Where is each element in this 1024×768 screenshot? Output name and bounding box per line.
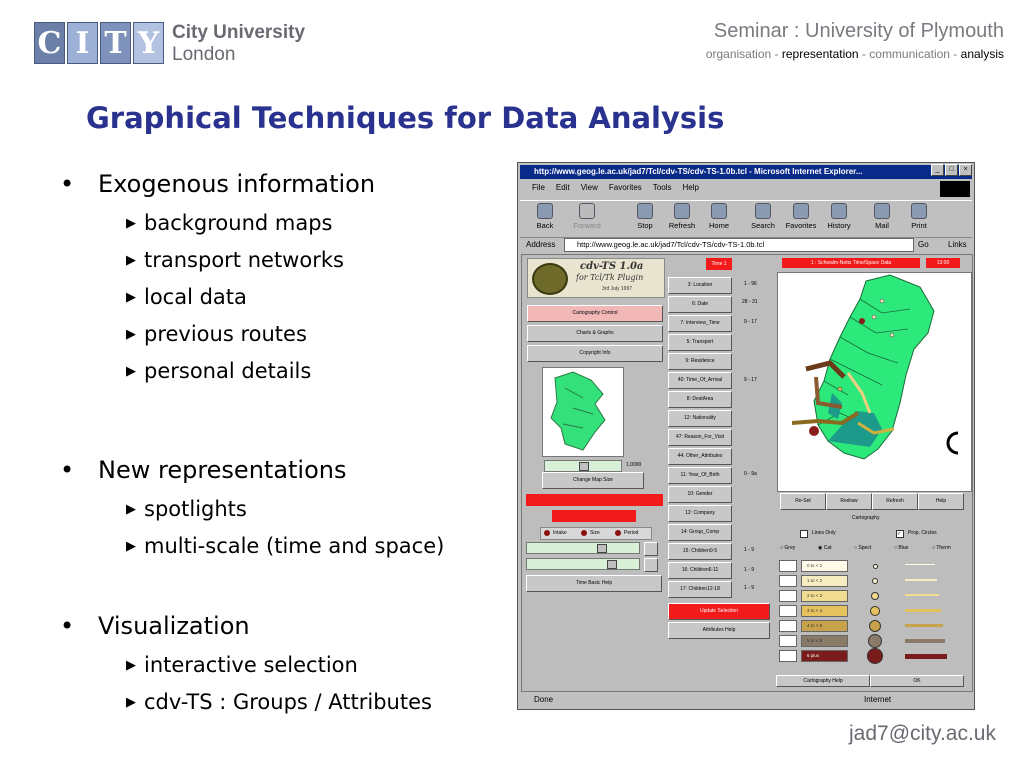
legend-swatch[interactable] bbox=[779, 620, 797, 632]
map-time-bar: 13:00 bbox=[926, 258, 960, 268]
triangle-right-icon: ▶ bbox=[126, 327, 136, 342]
slider-knob[interactable] bbox=[597, 544, 607, 553]
charts-graphs-button[interactable]: Charts & Graphs bbox=[527, 325, 663, 342]
time-label-bar: Time 1 bbox=[706, 258, 732, 270]
bullet-dot-icon: • bbox=[60, 456, 75, 484]
address-bar bbox=[520, 238, 972, 252]
legend-swatch[interactable] bbox=[779, 590, 797, 602]
menu-file[interactable]: File bbox=[532, 183, 545, 192]
sub-bullet-text: transport networks bbox=[144, 248, 344, 272]
maximize-icon[interactable]: □ bbox=[945, 164, 958, 176]
sub-bullet bbox=[126, 322, 307, 346]
legend-class-label: 5 to < 6 bbox=[801, 635, 848, 647]
nav-communication: communication bbox=[869, 47, 950, 61]
logo-letter-i: I bbox=[67, 22, 98, 64]
range-value: 1 - 9 bbox=[744, 567, 755, 573]
refresh-icon bbox=[674, 203, 690, 219]
attr-children12-18-button[interactable]: 17: Children12-18 bbox=[668, 581, 732, 598]
legend-line-icon bbox=[905, 564, 935, 565]
legend-class-label: 2 to < 3 bbox=[801, 590, 848, 602]
time-slider-2[interactable] bbox=[526, 558, 640, 570]
app-plugin: for Tcl/Tk Plugin bbox=[576, 273, 644, 282]
attr-gender-button[interactable]: 10: Gender bbox=[668, 486, 732, 503]
radio-blue-label: Blue bbox=[898, 545, 909, 551]
legend-class-label: 6 plus bbox=[801, 650, 848, 662]
eye-icon bbox=[532, 263, 568, 295]
app-name: cdv-TS 1.0a bbox=[580, 261, 644, 272]
slider-knob[interactable] bbox=[607, 560, 617, 569]
radio-grey-label: Grey bbox=[784, 545, 796, 551]
attr-residence-button[interactable]: 9: Residence bbox=[668, 353, 732, 370]
bullet-dot-icon: • bbox=[60, 170, 75, 198]
prop-circles-checkbox[interactable]: ✓ bbox=[896, 530, 904, 538]
ie-logo-icon bbox=[940, 181, 970, 197]
study-area-map bbox=[778, 273, 971, 491]
range-value: 0 - 9a bbox=[744, 471, 757, 477]
mail-label: Mail bbox=[875, 221, 889, 230]
stop-icon bbox=[637, 203, 653, 219]
print-label: Print bbox=[911, 221, 927, 230]
home-label: Home bbox=[708, 221, 729, 230]
address-input[interactable]: http://www.geog.le.ac.uk/jad7/Tcl/cdv-TS/cdv-TS-1.0b.tcl bbox=[564, 238, 914, 252]
bullet-heading-text: Visualization bbox=[98, 612, 250, 640]
attr-time-of-arrival-button[interactable]: 40: Time_Of_Arrival bbox=[668, 372, 732, 389]
triangle-right-icon: ▶ bbox=[126, 364, 136, 379]
seminar-title: Seminar : University of Plymouth bbox=[713, 20, 1004, 42]
triangle-right-icon: ▶ bbox=[126, 658, 136, 673]
prop-circles-label: Prop. Circles bbox=[908, 530, 937, 536]
legend-line-icon bbox=[905, 594, 939, 596]
cdv-ts-applet bbox=[521, 254, 973, 692]
map-reset-button[interactable]: Re-Set bbox=[780, 493, 826, 510]
map-redraw-button[interactable]: Redraw bbox=[826, 493, 872, 510]
bullet-heading bbox=[60, 170, 375, 198]
mail-icon bbox=[874, 203, 890, 219]
city-university-logo bbox=[34, 22, 314, 68]
attr-nationality-button[interactable]: 12: Nationality bbox=[668, 410, 732, 427]
browser-status-bar bbox=[520, 693, 972, 707]
sub-bullet bbox=[126, 653, 358, 677]
radio-spect-label: Spect bbox=[858, 545, 872, 551]
browser-menu-bar bbox=[532, 183, 699, 192]
update-selection-button[interactable]: Update Selection bbox=[668, 603, 770, 620]
close-icon[interactable]: × bbox=[959, 164, 972, 176]
logo-wordmark bbox=[172, 22, 305, 66]
topic-nav bbox=[706, 47, 1004, 61]
intake-dot-icon bbox=[544, 530, 550, 536]
scale-value: 1.0000 bbox=[626, 462, 642, 468]
links-button[interactable]: Links bbox=[948, 240, 967, 249]
minimize-icon[interactable]: _ bbox=[931, 164, 944, 176]
legend-line-icon bbox=[905, 609, 941, 612]
attr-group-comp-button[interactable]: 14: Group_Comp bbox=[668, 524, 732, 541]
go-button[interactable]: Go bbox=[918, 240, 929, 249]
legend-swatch[interactable] bbox=[779, 560, 797, 572]
search-button[interactable] bbox=[746, 203, 780, 230]
browser-screenshot bbox=[517, 162, 975, 710]
range-value: 28 - 31 bbox=[742, 299, 758, 305]
browser-toolbar bbox=[520, 200, 972, 238]
mail-button[interactable] bbox=[865, 203, 899, 230]
slide-title: Graphical Techniques for Data Analysis bbox=[86, 101, 725, 135]
sub-bullet-text: background maps bbox=[144, 211, 333, 235]
sub-bullet bbox=[126, 534, 444, 558]
nav-separator: - bbox=[858, 47, 870, 61]
triangle-right-icon: ▶ bbox=[126, 695, 136, 710]
period-legend bbox=[540, 527, 652, 540]
range-value: 9 - 17 bbox=[744, 377, 757, 383]
slider-knob[interactable] bbox=[579, 462, 589, 471]
back-arrow-icon bbox=[537, 203, 553, 219]
range-value: 9 - 17 bbox=[744, 319, 757, 325]
menu-edit[interactable]: Edit bbox=[555, 183, 570, 192]
forward-button[interactable] bbox=[570, 203, 604, 230]
sub-bullet bbox=[126, 497, 247, 521]
favorites-label: Favorites bbox=[785, 221, 817, 230]
app-date: 3rd July 1997 bbox=[602, 286, 633, 292]
legend-circle-icon bbox=[870, 606, 880, 616]
time-selector-bar[interactable] bbox=[526, 494, 663, 506]
attr-transport-button[interactable]: 5: Transport bbox=[668, 334, 732, 351]
attr-children6-11-button[interactable]: 16: Children6-11 bbox=[668, 562, 732, 579]
attr-year-of-birth-button[interactable]: 11: Year_Of_Birth bbox=[668, 467, 732, 484]
sub-bullet bbox=[126, 690, 432, 714]
legend-circle-icon bbox=[872, 578, 879, 585]
footer-email: jad7@city.ac.uk bbox=[849, 722, 996, 745]
bullet-dot-icon: • bbox=[60, 612, 75, 640]
menu-help[interactable]: Help bbox=[682, 183, 699, 192]
attr-children0-5-button[interactable]: 15: Children0-5 bbox=[668, 543, 732, 560]
attr-reason-for-visit-button[interactable]: 47: Reason_For_Visit bbox=[668, 429, 732, 446]
main-map[interactable] bbox=[777, 272, 972, 492]
sub-bullet-text: personal details bbox=[144, 359, 312, 383]
legend-line-icon bbox=[905, 654, 947, 659]
sub-bullet bbox=[126, 359, 311, 383]
triangle-right-icon: ▶ bbox=[126, 502, 136, 517]
logo-line2: London bbox=[172, 44, 236, 65]
attributes-help-button[interactable]: Attributes Help bbox=[668, 622, 770, 639]
nav-analysis: analysis bbox=[960, 47, 1004, 61]
attr-location-button[interactable]: 3: Location bbox=[668, 277, 732, 294]
range-value: 1 - 96 bbox=[744, 281, 757, 287]
home-button[interactable] bbox=[702, 203, 736, 230]
change-map-size-button[interactable]: Change Map Size bbox=[542, 472, 644, 489]
menu-view[interactable]: View bbox=[580, 183, 598, 192]
cartography-help-button[interactable]: Cartography Help bbox=[776, 675, 870, 687]
legend-class-label: 3 to < 4 bbox=[801, 605, 848, 617]
back-label: Back bbox=[536, 221, 554, 230]
radio-cat[interactable]: ◉ Cat bbox=[818, 545, 832, 551]
attr-date-button[interactable]: 6: Date bbox=[668, 296, 732, 313]
print-button[interactable] bbox=[902, 203, 936, 230]
ok-button[interactable]: OK bbox=[870, 675, 964, 687]
favorites-icon bbox=[793, 203, 809, 219]
time-toggle-button-2[interactable] bbox=[644, 558, 658, 572]
status-done: Done bbox=[534, 695, 554, 704]
legend-circle-icon bbox=[871, 592, 880, 601]
lines-only-label: Lines Only bbox=[812, 530, 836, 536]
refresh-button[interactable] bbox=[665, 203, 699, 230]
stop-button[interactable] bbox=[628, 203, 662, 230]
legend-line-icon bbox=[905, 579, 937, 581]
sub-bullet-text: cdv-TS : Groups / Attributes bbox=[144, 690, 432, 714]
bullet-heading bbox=[60, 612, 250, 640]
sub-bullet-text: multi-scale (time and space) bbox=[144, 534, 445, 558]
attr-other-attributes-button[interactable]: 44: Other_Attributes bbox=[668, 448, 732, 465]
attr-company-button[interactable]: 12: Company bbox=[668, 505, 732, 522]
forward-arrow-icon bbox=[579, 203, 595, 219]
sub-bullet-text: spotlights bbox=[144, 497, 247, 521]
legend-circle-icon bbox=[873, 564, 878, 569]
time-slider-1[interactable] bbox=[526, 542, 640, 554]
print-icon bbox=[911, 203, 927, 219]
search-label: Search bbox=[751, 221, 775, 230]
back-button[interactable] bbox=[528, 203, 562, 230]
time-range-bar[interactable] bbox=[552, 510, 636, 522]
radio-therm-label: Therm bbox=[936, 545, 951, 551]
triangle-right-icon: ▶ bbox=[126, 216, 136, 231]
search-icon bbox=[755, 203, 771, 219]
size-label: Size bbox=[590, 530, 600, 536]
status-internet: Internet bbox=[864, 695, 892, 704]
stop-label: Stop bbox=[637, 221, 653, 230]
legend-swatch[interactable] bbox=[779, 575, 797, 587]
legend-line-icon bbox=[905, 639, 945, 643]
attr-interview-time-button[interactable]: 7: Interview_Time bbox=[668, 315, 732, 332]
nav-representation: representation bbox=[781, 47, 859, 61]
menu-favorites[interactable]: Favorites bbox=[608, 183, 642, 192]
favorites-button[interactable] bbox=[784, 203, 818, 230]
legend-circle-icon bbox=[868, 634, 882, 648]
history-label: History bbox=[827, 221, 851, 230]
radio-cat-label: Cat bbox=[823, 545, 832, 551]
forward-label: Forward bbox=[573, 221, 601, 230]
nav-separator: - bbox=[771, 47, 782, 61]
map-title-bar: 1 : Schwalm-Netts Time/Space Data bbox=[782, 258, 920, 268]
home-icon bbox=[711, 203, 727, 219]
history-button[interactable] bbox=[822, 203, 856, 230]
nav-separator: - bbox=[949, 47, 961, 61]
logo-letter-t: T bbox=[100, 22, 131, 64]
sub-bullet bbox=[126, 285, 247, 309]
minimap-shape bbox=[543, 368, 623, 456]
legend-class-label: 1 to < 2 bbox=[801, 575, 848, 587]
range-value: 1 - 9 bbox=[744, 547, 755, 553]
legend-circle-icon bbox=[869, 620, 881, 632]
radio-spect[interactable]: ○ Spect bbox=[854, 545, 872, 551]
size-dot-icon bbox=[581, 530, 587, 536]
intake-label: Intake bbox=[553, 530, 567, 536]
triangle-right-icon: ▶ bbox=[126, 290, 136, 305]
legend-class-label: 4 to < 5 bbox=[801, 620, 848, 632]
map-refresh-button[interactable]: Refresh bbox=[872, 493, 918, 510]
logo-line1: City University bbox=[172, 22, 306, 43]
overview-minimap[interactable] bbox=[542, 367, 624, 457]
triangle-right-icon: ▶ bbox=[126, 253, 136, 268]
window-controls bbox=[930, 164, 972, 176]
time-toggle-button[interactable] bbox=[644, 542, 658, 556]
legend-line-icon bbox=[905, 624, 943, 627]
attr-destarea-button[interactable]: 8: DestArea bbox=[668, 391, 732, 408]
bullet-heading-text: New representations bbox=[98, 456, 347, 484]
sub-bullet bbox=[126, 211, 332, 235]
lines-only-checkbox[interactable] bbox=[800, 530, 808, 538]
period-dot-icon bbox=[615, 530, 621, 536]
logo-letter-y: Y bbox=[133, 22, 164, 64]
cdv-ts-logo bbox=[527, 258, 665, 298]
bullet-heading-text: Exogenous information bbox=[98, 170, 376, 198]
map-help-button[interactable]: Help bbox=[918, 493, 964, 510]
triangle-right-icon: ▶ bbox=[126, 539, 136, 554]
bullet-heading bbox=[60, 456, 347, 484]
cartography-control-button[interactable]: Cartography Control bbox=[527, 305, 663, 322]
legend-swatch[interactable] bbox=[779, 605, 797, 617]
legend-circle-icon bbox=[867, 648, 883, 664]
radio-blue[interactable]: ○ Blue bbox=[894, 545, 909, 551]
map-scale-slider[interactable] bbox=[544, 460, 622, 472]
cartography-label: Cartography bbox=[852, 515, 880, 521]
menu-tools[interactable]: Tools bbox=[652, 183, 672, 192]
sub-bullet-text: previous routes bbox=[144, 322, 307, 346]
range-value: 1 - 9 bbox=[744, 585, 755, 591]
radio-grey[interactable]: ○ Grey bbox=[780, 545, 796, 551]
logo-letter-boxes bbox=[34, 22, 166, 64]
legend-class-label: 0 to < 1 bbox=[801, 560, 848, 572]
history-icon bbox=[831, 203, 847, 219]
legend-swatch[interactable] bbox=[779, 635, 797, 647]
refresh-label: Refresh bbox=[668, 221, 696, 230]
sub-bullet-text: local data bbox=[144, 285, 247, 309]
sub-bullet-text: interactive selection bbox=[144, 653, 358, 677]
legend-swatch[interactable] bbox=[779, 650, 797, 662]
radio-therm[interactable]: ○ Therm bbox=[932, 545, 951, 551]
logo-letter-c: C bbox=[34, 22, 65, 64]
period-label: Period bbox=[624, 530, 639, 536]
browser-title-bar: http://www.geog.le.ac.uk/jad7/Tcl/cdv-TS/cdv-TS-1.0b.tcl - Microsoft Internet Explorer... bbox=[520, 165, 972, 179]
address-label: Address bbox=[526, 240, 556, 249]
copyright-info-button[interactable]: Copyright Info bbox=[527, 345, 663, 362]
sub-bullet bbox=[126, 248, 344, 272]
time-basic-help-button[interactable]: Time Basic Help bbox=[526, 575, 662, 592]
nav-organisation: organisation bbox=[705, 47, 772, 61]
